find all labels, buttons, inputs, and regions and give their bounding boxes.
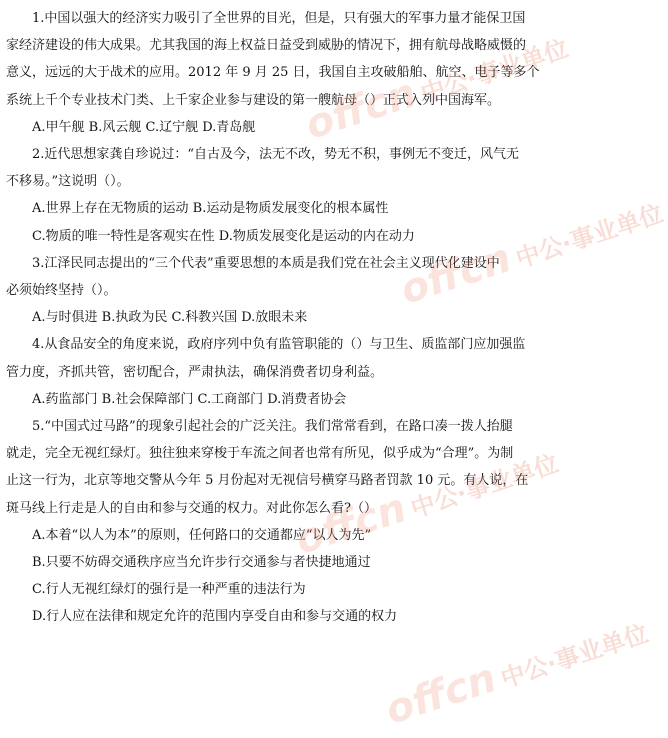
watermark: offcn中公·事业单位: [300, 34, 572, 149]
question-stem-line: 4.从食品安全的角度来说，政府序列中负有监管职能的（）与卫生、质监部门应加强监: [6, 337, 526, 353]
question-stem-line: 1.中国以强大的经济实力吸引了全世界的目光，但是，只有强大的军事力量才能保卫国: [6, 11, 526, 26]
question-options-line: A.与时俱进 B.执政为民 C.科教兴国 D.放眼未来: [6, 310, 308, 326]
question-stem-line: 系统上千个专业技术门类、上千家企业参与建设的第一艘航母（）正式入列中国海军。: [6, 92, 501, 108]
question-stem-line: 就走，完全无视红绿灯。独往独来穿梭于车流之间者也常有所见，似乎成为“合理”。为制: [6, 446, 514, 462]
question-options-line: A.本着“以人为本”的原则，任何路口的交通都应“以人为先”: [6, 527, 372, 543]
watermark: offcn中公·事业单位: [290, 449, 562, 564]
question-stem-line: 5.“中国式过马路”的现象引起社会的广泛关注。我们常常看到，在路口凑一拨人抬腿: [6, 419, 513, 434]
question-stem-line: 意义，远远的大于战术的应用。2012 年 9 月 25 日，我国自主攻破船舶、航空、电子等多个: [6, 65, 540, 81]
question-stem-line: 止这一行为，北京等地交警从今年 5 月份起对无视信号横穿马路者罚款 10 元。有人说，在: [6, 473, 529, 489]
question-options-line: A.药监部门 B.社会保障部门 C.工商部门 D.消费者协会: [6, 391, 347, 407]
question-stem-line: 家经济建设的伟大成果。尤其我国的海上权益日益受到威胁的情况下，拥有航母战略威慑的: [6, 38, 527, 54]
watermark: offcn中公·事业单位: [380, 619, 652, 734]
question-stem-line: 3.江泽民同志提出的“三个代表”重要思想的本质是我们党在社会主义现代化建设中: [6, 255, 500, 271]
question-stem-line: 必须始终坚持（）。: [6, 283, 117, 298]
question-options-line: A.甲午舰 B.风云舰 C.辽宁舰 D.青岛舰: [6, 119, 256, 135]
question-options-line: C.行人无视红绿灯的强行是一种严重的违法行为: [6, 582, 306, 598]
question-options-line: A.世界上存在无物质的运动 B.运动是物质发展变化的根本属性: [6, 201, 389, 217]
question-stem-line: 不移易。”这说明（）。: [6, 174, 130, 190]
watermark: offcn中公·事业单位: [395, 199, 667, 314]
question-options-line: D.行人应在法律和规定允许的范围内享受自由和参与交通的权力: [6, 609, 398, 625]
question-options-line: C.物质的唯一特性是客观实在性 D.物质发展变化是运动的内在动力: [6, 228, 415, 244]
question-options-line: B.只要不妨碍交通秩序应当允许步行交通参与者快捷地通过: [6, 555, 371, 570]
question-stem-line: 管力度，齐抓共管，密切配合，严肃执法，确保消费者切身利益。: [6, 364, 384, 380]
question-stem-line: 2.近代思想家龚自珍说过：“自古及今，法无不改，势无不积，事例无不变迁，风气无: [6, 147, 520, 162]
question-stem-line: 斑马线上行走是人的自由和参与交通的权力。对此你怎么看?（）: [6, 500, 377, 516]
